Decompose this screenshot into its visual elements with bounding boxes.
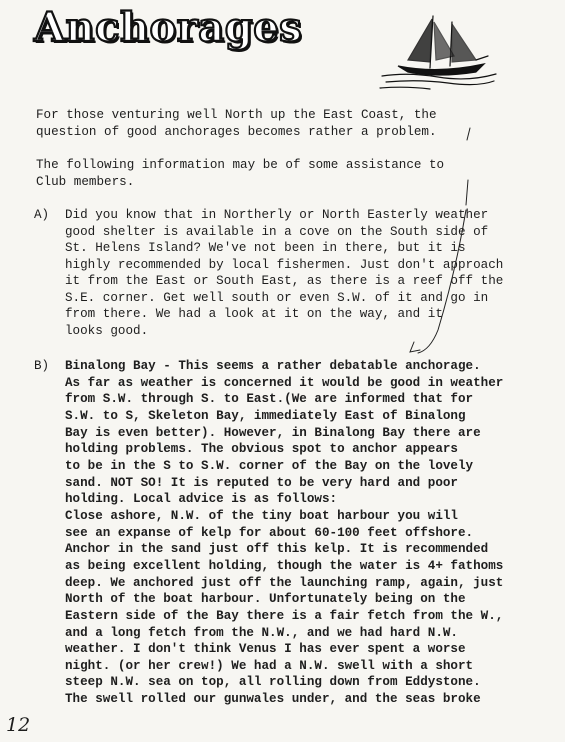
item-label: B) [34, 359, 50, 373]
item-text: Did you know that in Northerly or North Easterly weather good shelter is available in a cove on the South side of St. Helens Island? We've not been in there, but it is highly recommended by local fishermen. Just don't approach it from the East or South East, as there is a reef off the S.E. corner. Get well south or even S.W. of it and go in from there. We had a look at it on the way, and it looks good. [65, 208, 504, 338]
page-title: Anchorages [34, 4, 303, 51]
item-label: A) [34, 208, 50, 222]
intro-paragraph-2: The following information may be of some assistance to Club members. [36, 158, 445, 189]
sailboat-sketch-icon [378, 10, 498, 92]
item-text: Binalong Bay - This seems a rather debatable anchorage. As far as weather is concerned it would be good in weather from S.W. through S. to East.(We are informed that for S.W. to S, Skeleton Bay, immediately East of Binalong Bay is even better). However, in Binalong Bay there are holding problems. The obvious spot to anchor appears to be in the S to S.W. corner of the Bay on the lovely sand. NOT SO! It is reputed to be very hard and poor holding. Local advice is as follows: Close ashore, N.W. of the tiny boat harbour you will see an expanse of kelp for about 60-100 feet offshore. Anchor in the sand just off this kelp. It is recommended as being excellent holding, though the water is 4+ fathoms deep. We anchored just off the launching ramp, again, just North of the boat harbour. Unfortunately being on the Eastern side of the Bay there is a fair fetch from the W., and a long fetch from the N.W., and we had hard N.W. weather. I don't think Venus I has ever spent a worse night. (or her crew!) We had a N.W. swell with a short steep N.W. sea on top, all rolling down from Eddystone. The swell rolled our gunwales under, and the seas broke [65, 359, 504, 707]
intro-paragraph-1: For those venturing well North up the East Coast, the question of good anchorages becomes rather a problem. [36, 108, 437, 139]
page-number: 12 [6, 714, 31, 736]
